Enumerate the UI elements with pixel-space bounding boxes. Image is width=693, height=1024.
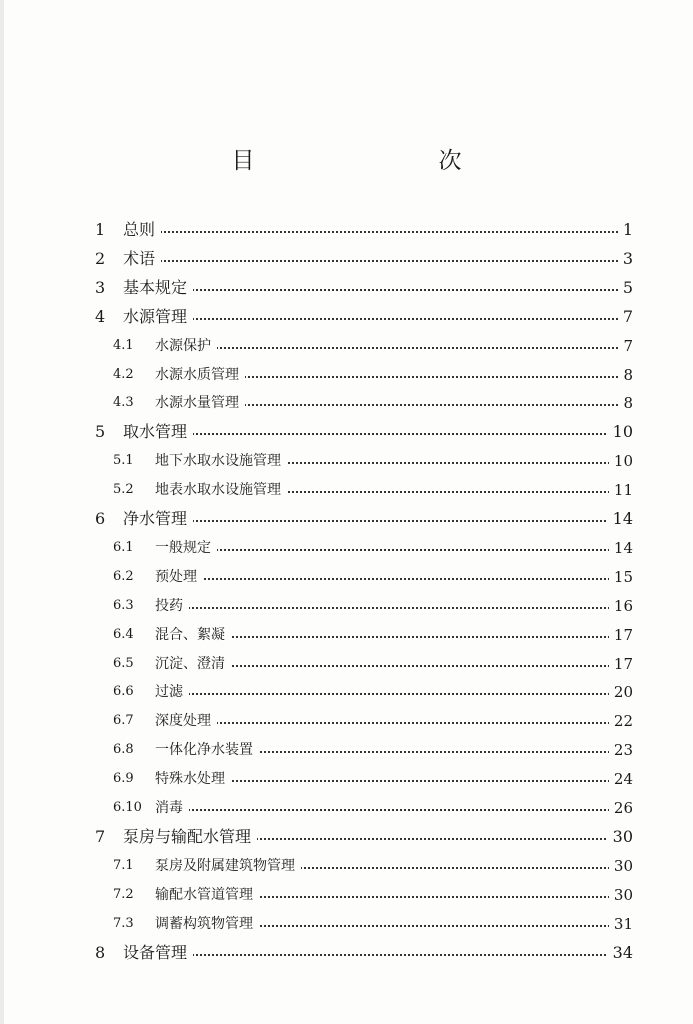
toc-entry-number: 6.9: [113, 771, 134, 787]
toc-page-number: 14: [609, 534, 633, 562]
toc-section-row[interactable]: [0, 650, 693, 678]
toc-entry-number: 6: [95, 509, 106, 528]
toc-section-row[interactable]: [0, 881, 693, 909]
toc-page-number: 20: [609, 678, 633, 706]
toc-chapter-row[interactable]: [0, 823, 693, 851]
toc-page-number: 26: [609, 794, 633, 822]
toc-page-number: 8: [618, 389, 633, 417]
dot-leader: [155, 809, 618, 811]
toc-entry-number: 4.3: [113, 395, 134, 411]
toc-entry-title: 一般规定: [155, 534, 217, 562]
toc-entry-number: 6.2: [113, 568, 134, 584]
toc-chapter-row[interactable]: [0, 216, 693, 244]
toc-chapter-row[interactable]: [0, 245, 693, 273]
toc-entry-number: 7.3: [113, 915, 134, 931]
toc-entry-number: 6.1: [113, 539, 134, 555]
toc-section-row[interactable]: [0, 476, 693, 504]
toc-entry-title: 消毒: [155, 794, 189, 822]
toc-entry-number: 8: [95, 942, 106, 962]
toc-page-number: 34: [608, 939, 633, 967]
toc-entry-number: 5.2: [113, 482, 134, 498]
toc-entry-title: 一体化净水装置: [155, 736, 259, 764]
toc-page-number: 15: [609, 563, 633, 591]
toc-page-number: 5: [618, 274, 633, 302]
toc-entry-title: 泵房与输配水管理: [123, 823, 257, 851]
page-title: 目 次: [231, 148, 508, 174]
toc-entry-number: 3: [95, 277, 106, 297]
toc-section-row[interactable]: [0, 332, 693, 360]
toc-entry-title: 沉淀、澄清: [155, 650, 231, 678]
toc-entry-number: 1: [95, 220, 106, 239]
toc-entry-number: 7.1: [113, 857, 134, 873]
dot-leader: [155, 549, 618, 551]
toc-entry-number: 6.7: [113, 713, 134, 729]
toc-page-number: 30: [609, 852, 633, 880]
dot-leader: [155, 722, 618, 724]
toc-entry-title: 总则: [123, 216, 161, 244]
toc-entry-number: 4.1: [113, 337, 134, 353]
dot-leader: [123, 520, 618, 522]
toc-chapter-row[interactable]: [0, 505, 693, 533]
toc-entry-title: 深度处理: [155, 707, 217, 735]
toc-entry-number: 6.4: [113, 626, 134, 642]
toc-section-row[interactable]: [0, 621, 693, 649]
toc-entry-number: 6.6: [113, 684, 134, 700]
dot-leader: [123, 289, 618, 291]
toc-entry-title: 输配水管道管理: [155, 881, 259, 909]
toc-entry-number: 4.2: [113, 366, 134, 382]
toc-entry-number: 5.1: [113, 453, 134, 469]
toc-chapter-row[interactable]: [0, 939, 693, 967]
toc-entry-title: 过滤: [155, 678, 189, 706]
dot-leader: [123, 433, 618, 435]
toc-page-number: 22: [609, 707, 633, 735]
toc-page-number: 7: [618, 332, 633, 360]
toc-chapter-row[interactable]: [0, 303, 693, 331]
toc-section-row[interactable]: [0, 707, 693, 735]
toc-entry-title: 水源水质管理: [155, 361, 245, 389]
toc-entry-title: 特殊水处理: [155, 765, 231, 793]
toc-entry-title: 调蓄构筑物管理: [155, 910, 259, 938]
toc-section-row[interactable]: [0, 910, 693, 938]
dot-leader: [123, 231, 618, 233]
toc-section-row[interactable]: [0, 736, 693, 764]
toc-page-number: 7: [618, 303, 633, 331]
toc-page-number: 31: [609, 910, 633, 938]
toc-entry-title: 取水管理: [123, 418, 193, 446]
toc-entry-title: 净水管理: [123, 505, 193, 533]
toc-entry-title: 设备管理: [123, 939, 193, 967]
toc-entry-title: 地下水取水设施管理: [155, 447, 287, 475]
toc-entry-title: 混合、絮凝: [155, 621, 231, 649]
toc-entry-title: 投药: [155, 592, 189, 620]
toc-entry-number: 7.2: [113, 886, 134, 902]
toc-entry-number: 2: [95, 248, 106, 268]
toc-entry-title: 预处理: [155, 563, 203, 591]
toc-entry-number: 5: [95, 422, 106, 442]
toc-page-number: 17: [609, 650, 633, 678]
toc-entry-title: 泵房及附属建筑物管理: [155, 852, 301, 880]
dot-leader: [155, 693, 618, 695]
toc-entry-title: 基本规定: [123, 274, 193, 302]
toc-section-row[interactable]: [0, 794, 693, 822]
toc-chapter-row[interactable]: [0, 418, 693, 446]
toc-entry-number: 4: [95, 306, 106, 326]
dot-leader: [123, 318, 618, 320]
toc-section-row[interactable]: [0, 678, 693, 706]
toc-section-row[interactable]: [0, 447, 693, 475]
toc-page-number: 10: [609, 447, 633, 475]
toc-page-number: 14: [608, 505, 633, 533]
dot-leader: [155, 578, 618, 580]
dot-leader: [123, 260, 618, 262]
toc-entry-number: 6.5: [113, 655, 134, 671]
toc-entry-title: 术语: [123, 245, 161, 273]
dot-leader: [123, 954, 618, 956]
toc-section-row[interactable]: [0, 765, 693, 793]
toc-page-number: 3: [618, 245, 633, 273]
toc-page-number: 24: [609, 765, 633, 793]
toc-page-number: 30: [609, 881, 633, 909]
toc-section-row[interactable]: [0, 534, 693, 562]
toc-page-number: 8: [618, 361, 633, 389]
toc-page-number: 11: [609, 476, 633, 504]
toc-entry-number: 6.10: [113, 800, 142, 815]
dot-leader: [155, 607, 618, 609]
toc-entry-title: 水源管理: [123, 303, 193, 331]
toc-page-number: 1: [618, 216, 633, 244]
toc-page-number: 23: [609, 736, 633, 764]
toc-entry-number: 6.8: [113, 742, 134, 758]
toc-section-row[interactable]: [0, 361, 693, 389]
toc-entry-title: 地表水取水设施管理: [155, 476, 287, 504]
toc-chapter-row[interactable]: [0, 274, 693, 302]
toc-section-row[interactable]: [0, 389, 693, 417]
toc-page-number: 10: [608, 418, 633, 446]
toc-entry-number: 6.3: [113, 597, 134, 613]
dot-leader: [155, 347, 618, 349]
toc-page-number: 30: [608, 823, 633, 851]
toc-entry-title: 水源水量管理: [155, 389, 245, 417]
toc-section-row[interactable]: [0, 592, 693, 620]
toc-entry-title: 水源保护: [155, 332, 217, 360]
toc-section-row[interactable]: [0, 563, 693, 591]
toc-page-number: 16: [609, 592, 633, 620]
toc-page-number: 17: [609, 621, 633, 649]
toc-entry-number: 7: [95, 826, 106, 846]
toc-section-row[interactable]: [0, 852, 693, 880]
